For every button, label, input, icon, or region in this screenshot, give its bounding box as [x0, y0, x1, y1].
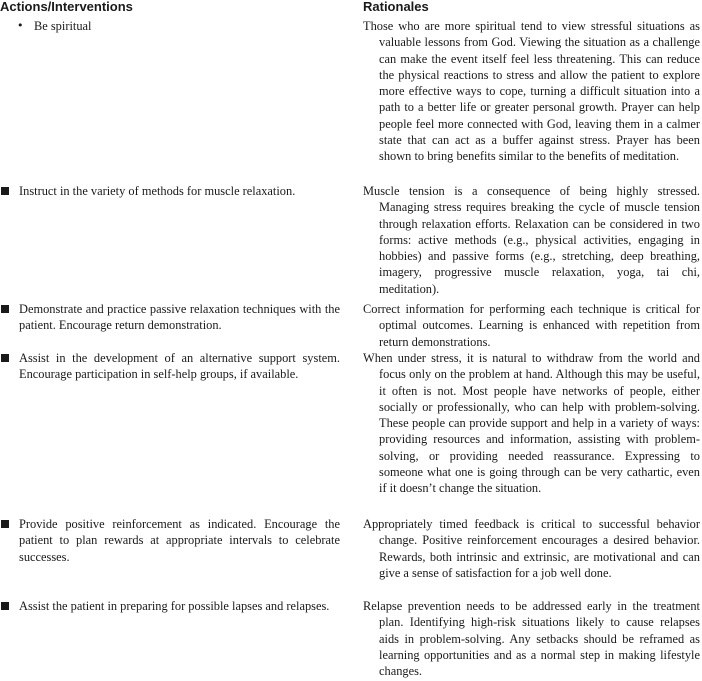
action-text: Demonstrate and practice passive relaxation techniques with the patient. Encourage return demonstration.: [19, 302, 340, 333]
actions-header: Actions/Interventions: [0, 0, 133, 14]
rationales-header: Rationales: [363, 0, 429, 14]
action-text: Assist in the development of an alternative support system. Encourage participation in self-help groups, if available.: [19, 351, 340, 382]
bullet-dot: •: [17, 19, 24, 32]
action-text: Provide positive reinforcement as indicated. Encourage the patient to plan rewards at appropriate intervals to celebrate successes.: [19, 517, 340, 564]
rationale-text: Correct information for performing each technique is critical for optimal outcomes. Learning is enhanced with repetition from return demonstrations.: [363, 302, 700, 349]
rationale-text: When under stress, it is natural to withdraw from the world and focus only on the problem at hand. Although this may be useful, it often is not. Most people have networks of people, either socially or professionally, who can help with problem-solving. These people can provide support and help in a variety of ways: providing resources and information, assisting with problem-solving, or providing needed reassurance. Expressing to someone what one is going through can be very cathartic, even if it doesn’t change the situation.: [363, 351, 700, 496]
action-text: Assist the patient in preparing for possible lapses and relapses.: [19, 599, 330, 613]
rationale-text: Relapse prevention needs to be addressed early in the treatment plan. Identifying high-risk situations likely to cause relapses aids in problem-solving. Any setbacks should be reframed as learning opportunities and as a normal step in making lifestyle changes.: [363, 599, 700, 679]
rationale-text: Those who are more spiritual tend to view stressful situations as valuable lessons from God. Viewing the situation as a challenge can make the event itself feel less threatening. This can reduce the physical reactions to stress and allow the patient to explore more effective ways to cope, turning a difficult situation into a path to a better life or greater personal growth. Prayer can help people feel more connected with God, leaving them in a calmer state that can act as a buffer against stress. Prayer has been shown to bring benefits similar to the benefits of meditation.: [363, 19, 700, 164]
action-text: Instruct in the variety of methods for muscle relaxation.: [19, 184, 296, 198]
action-text: Be spiritual: [34, 19, 92, 33]
rationale-text: Appropriately timed feedback is critical to successful behavior change. Positive reinforcement encourages a desired behavior. Rewards, both intrinsic and extrinsic, are motivational and can give a sense of satisfaction for a job well done.: [363, 517, 700, 580]
rationale-text: Muscle tension is a consequence of being highly stressed. Managing stress requires breaking the cycle of muscle tension through relaxation efforts. Relaxation can be considered in two forms: active methods (e.g., physical activities, engaging in hobbies) and passive forms (e.g., stretching, deep breathing, imagery, progressive muscle relaxation, yoga, tai chi, meditation).: [363, 184, 700, 296]
